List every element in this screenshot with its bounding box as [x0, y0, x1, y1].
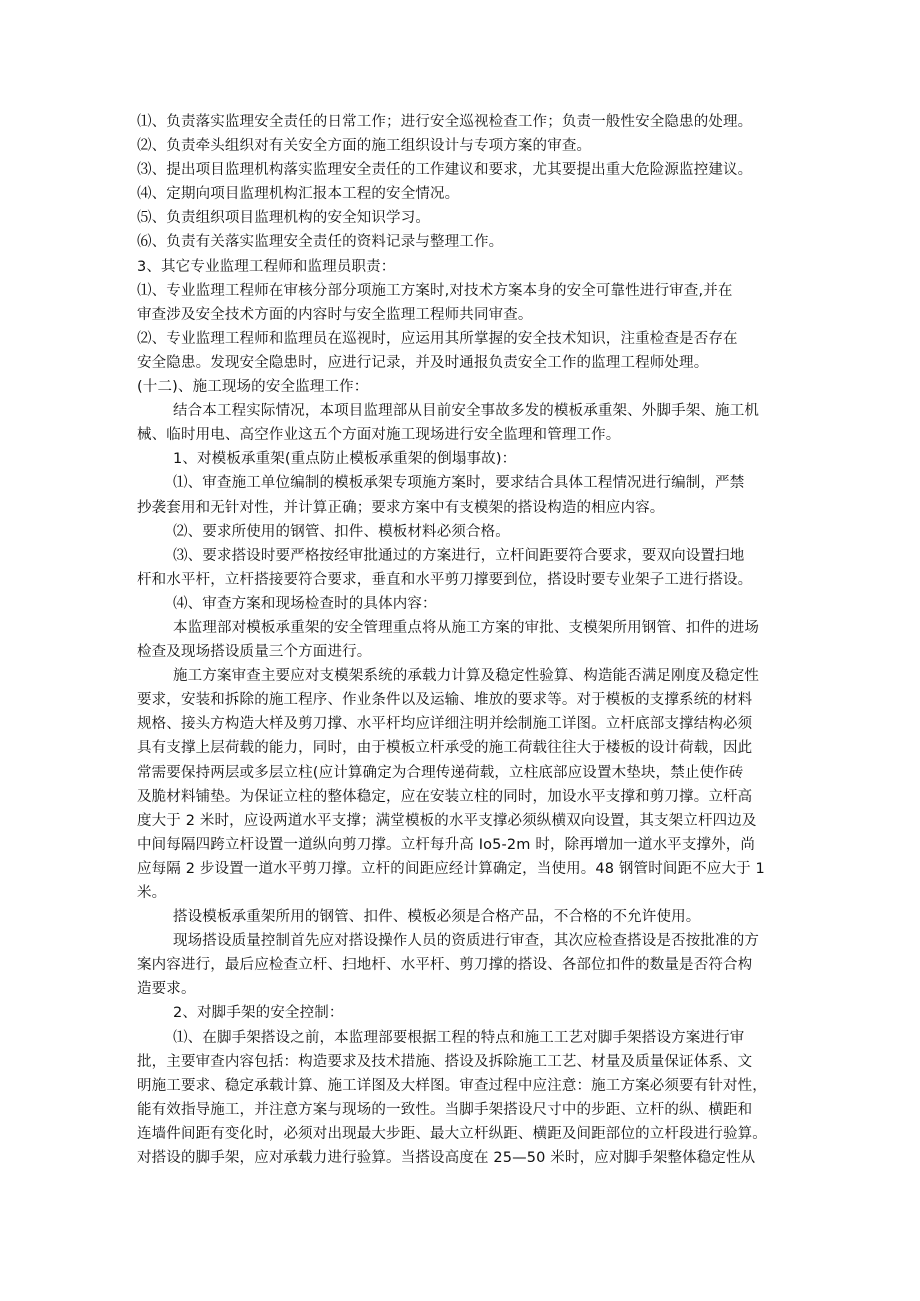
paragraph-start: 搭设模板承重架所用的钢管、扣件、模板必须是合格产品，不合格的不允许使用。 — [173, 909, 701, 926]
text-line: 规格、接头方构造大样及剪刀撑、水平杆均应详细注明并绘制施工详图。立杆底部支撑结构必须 — [137, 716, 753, 733]
text-line: 械、临时用电、高空作业这五个方面对施工现场进行安全监理和管理工作。 — [137, 427, 621, 444]
text-line: 案内容进行，最后应检查立杆、扫地杆、水平杆、剪刀撑的搭设、各部位扣件的数量是否符合构 — [137, 957, 753, 974]
paragraph-start: 结合本工程实际情况，本项目监理部从目前安全事故多发的模板承重架、外脚手架、施工机 — [173, 403, 759, 420]
text-line: 能有效指导施工，并注意方案与现场的一致性。当脚手架搭设尺寸中的步距、立杆的纵、横距和 — [137, 1101, 753, 1118]
text-line: ⑴、负责落实监理安全责任的日常工作；进行安全巡视检查工作；负责一般性安全隐患的处理。 — [137, 114, 753, 130]
text-line: 应每隔 2 步设置一道水平剪刀撑。立杆的间距应经计算确定，当使用。48 钢管时间距不应大于 1 — [137, 860, 765, 877]
paragraph-start: ⑵、要求所使用的钢管、扣件、模板材料必须合格。 — [173, 523, 510, 540]
text-line: 对搭设的脚手架，应对承载力进行验算。当搭设高度在 25—50 米时，应对脚手架整体稳定性从 — [137, 1150, 756, 1167]
text-line: ⑵、专业监理工程师和监理员在巡视时，应运用其所掌握的安全技术知识，注重检查是否存在 — [137, 330, 738, 347]
text-line: 检查及现场搭设质量三个方面进行。 — [137, 644, 372, 661]
paragraph-start: ⑴、审查施工单位编制的模板承架专项施方案时，要求结合具体工程情况进行编制，严禁 — [173, 475, 745, 492]
text-line: 造要求。 — [137, 981, 196, 998]
text-line: 明施工要求、稳定承载计算、施工详图及大样图。审查过程中应注意：施工方案必须要有针对性， — [137, 1077, 767, 1094]
paragraph-start: ⑴、在脚手架搭设之前，本监理部要根据工程的特点和施工工艺对脚手架搭设方案进行审 — [173, 1029, 745, 1046]
text-line: ⑸、负责组织项目监理机构的安全知识学习。 — [137, 210, 430, 227]
text-line: 批，主要审查内容包括：构造要求及技术措施、搭设及拆除施工工艺、材量及质量保证体系、文 — [137, 1053, 753, 1070]
text-line: 抄袭套用和无针对性，并计算正确；要求方案中有支模架的搭设构造的相应内容。 — [137, 499, 665, 516]
text-line: 常需要保持两层或多层立柱(应计算确定为合理传递荷载，立柱底部应设置木垫块，禁止使作砖 — [137, 764, 744, 781]
text-line: 要求，安装和拆除的施工程序、作业条件以及运输、堆放的要求等。对于模板的支撑系统的材料 — [137, 692, 753, 709]
text-line: 及脆材料铺垫。为保证立柱的整体稳定，应在安装立柱的同时，加设水平支撑和剪刀撑。立杆高 — [137, 788, 753, 805]
section-heading: (十二)、施工现场的安全监理工作： — [137, 379, 369, 396]
text-line: 度大于 2 米时，应设两道水平支撑；满堂模板的水平支撑必须纵横双向设置，其支架立杆四边及 — [137, 812, 757, 829]
text-line: 安全隐患。发现安全隐患时，应进行记录，并及时通报负责安全工作的监理工程师处理。 — [137, 354, 709, 371]
text-line: 杆和水平杆，立杆搭接要符合要求，垂直和水平剪刀撑要到位，搭设时要专业架子工进行搭设。 — [137, 571, 753, 588]
text-line: ⑶、提出项目监理机构落实监理安全责任的工作建议和要求，尤其要提出重大危险源监控建议。 — [137, 162, 753, 179]
subsection-heading: 1、对模板承重架(重点防止模板承重架的倒塌事故)： — [173, 451, 517, 468]
paragraph-start: 本监理部对模板承重架的安全管理重点将从施工方案的审批、支模架所用钢管、扣件的进场 — [173, 619, 759, 636]
text-line: 审查涉及安全技术方面的内容时与安全监理工程师共同审查。 — [137, 306, 533, 323]
text-line: ⑹、负责有关落实监理安全责任的资料记录与整理工作。 — [137, 234, 504, 251]
text-line: 连墙件间距有变化时，必须对出现最大步距、最大立杆纵距、横距及间距部位的立杆段进行验算。 — [137, 1125, 767, 1142]
section-heading: 3、其它专业监理工程师和监理员职责： — [137, 258, 396, 275]
document-body — [137, 110, 797, 1170]
subsection-heading: 2、对脚手架的安全控制： — [173, 1005, 344, 1022]
paragraph-start: 施工方案审查主要应对支模架系统的承载力计算及稳定性验算、构造能否满足刚度及稳定性 — [173, 668, 759, 685]
text-line: ⑷、定期向项目监理机构汇报本工程的安全情况。 — [137, 186, 460, 203]
text-line: 米。 — [137, 885, 167, 901]
text-line: 具有支撑上层荷载的能力，同时，由于模板立杆承受的施工荷载往往大于楼板的设计荷载，因此 — [137, 740, 753, 757]
paragraph-start: ⑷、审查方案和现场检查时的具体内容： — [173, 595, 437, 612]
text-line: ⑵、负责牵头组织对有关安全方面的施工组织设计与专项方案的审查。 — [137, 138, 592, 155]
paragraph-start: ⑶、要求搭设时要严格按经审批通过的方案进行，立杆间距要符合要求，要双向设置扫地 — [173, 547, 745, 564]
text-line: ⑴、专业监理工程师在审核分部分项施工方案时,对技术方案本身的安全可靠性进行审查,并在 — [137, 282, 733, 299]
paragraph-start: 现场搭设质量控制首先应对搭设操作人员的资质进行审查，其次应检查搭设是否按批准的方 — [173, 933, 759, 950]
text-line: 中间每隔四跨立杆设置一道纵向剪刀撑。立杆每升高 Io5-2m 时，除再增加一道水平支撑外，尚 — [137, 836, 756, 853]
